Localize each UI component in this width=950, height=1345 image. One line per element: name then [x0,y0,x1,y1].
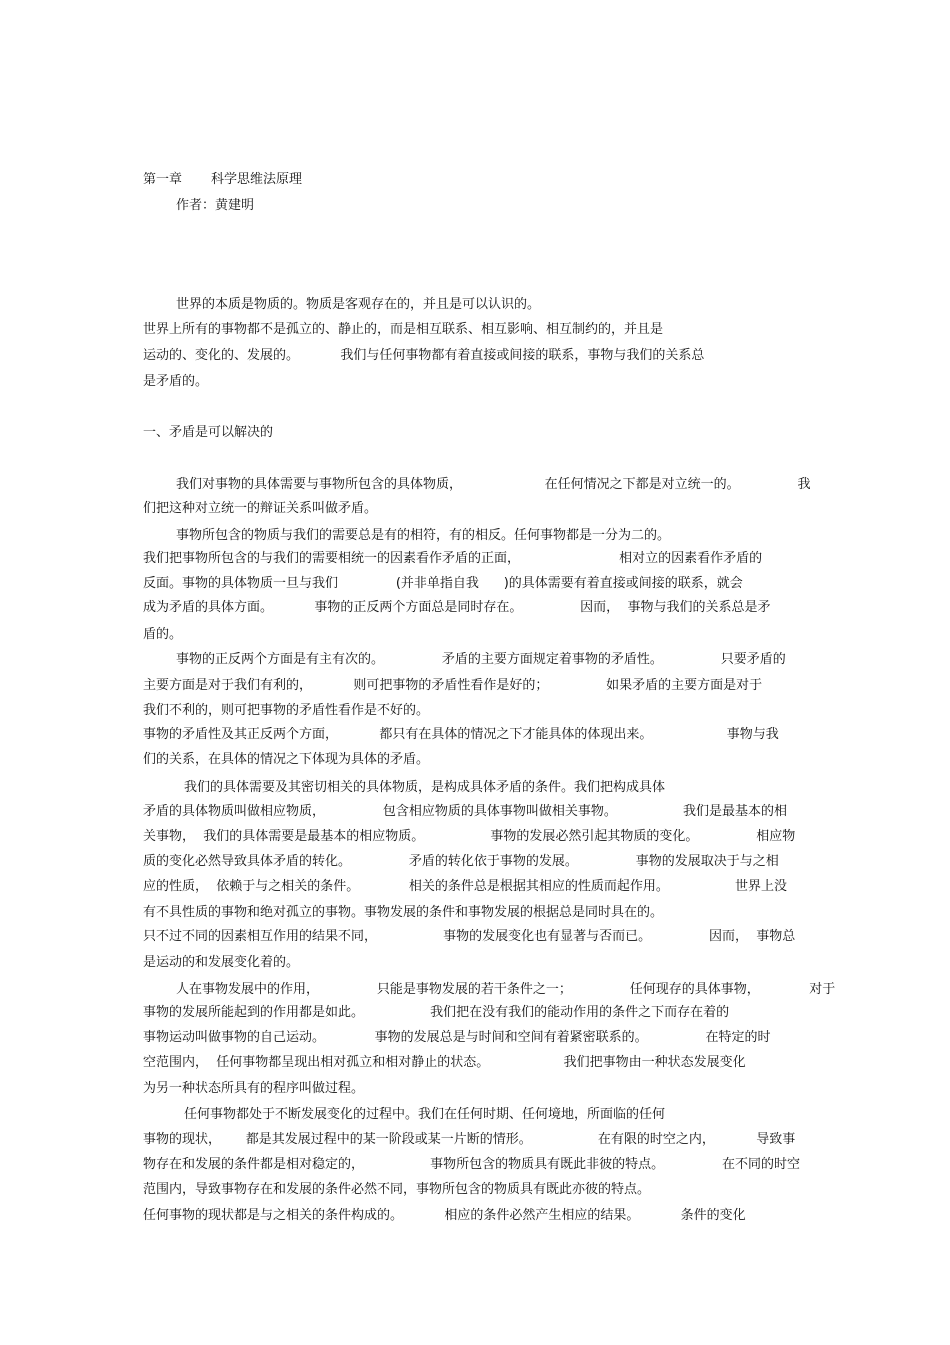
body-line-33: 物存在和发展的条件都是相对稳定的， 事物所包含的物质具有既此非彼的特点。 在不同的时空 [143,1157,800,1172]
body-line-22: 应的性质， 依赖于与之相关的条件。 相关的条件总是根据其相应的性质而起作用。 世界上没 [143,879,787,894]
body-line-4: 是矛盾的。 [143,374,209,389]
body-line-18: 我们的具体需要及其密切相关的具体物质，是构成具体矛盾的条件。我们把构成具体 [184,780,666,795]
body-line-14: 主要方面是对于我们有利的， 则可把事物的矛盾性看作是好的； 如果矛盾的主要方面是对于 [143,678,763,693]
section-heading: 一、矛盾是可以解决的 [143,425,274,440]
body-line-10: 反面。事物的具体物质一旦与我们 (并非单指自我 )的具体需要有着直接或间接的联系，就会 [143,576,743,591]
body-line-6: 我们对事物的具体需要与事物所包含的具体物质， 在任何情况之下都是对立统一的。 我 [176,477,811,492]
body-line-23: 有不具性质的事物和绝对孤立的事物。事物发展的条件和事物发展的根据总是同时具在的。 [143,905,664,920]
body-line-29: 空范围内， 任何事物都呈现出相对孤立和相对静止的状态。 我们把事物由一种状态发展变化 [143,1055,746,1070]
body-line-26: 人在事物发展中的作用， 只能是事物发展的若干条件之一； 任何现存的具体事物， 对于 [176,982,836,997]
body-line-25: 是运动的和发展变化着的。 [143,955,300,970]
body-line-12: 盾的。 [143,627,183,642]
body-line-3: 运动的、变化的、发展的。 我们与任何事物都有着直接或间接的联系，事物与我们的关系总 [143,348,705,363]
body-line-2: 世界上所有的事物都不是孤立的、静止的，而是相互联系、相互影响、相互制约的，并且是 [143,322,664,337]
body-line-8: 事物所包含的物质与我们的需要总是有的相符，有的相反。任何事物都是一分为二的。 [176,528,671,543]
body-line-17: 们的关系，在具体的情况之下体现为具体的矛盾。 [143,752,430,767]
chapter-title: 科学思维法原理 [211,172,303,187]
chapter-label: 第一章 [143,172,183,187]
body-line-28: 事物运动叫做事物的自己运动。 事物的发展总是与时间和空间有着紧密联系的。 在特定的时 [143,1030,771,1045]
body-line-19: 矛盾的具体物质叫做相应物质， 包含相应物质的具体事物叫做相关事物。 我们是最基本的相 [143,804,787,819]
body-line-11: 成为矛盾的具体方面。 事物的正反两个方面总是同时存在。 因而， 事物与我们的关系总是矛 [143,600,771,615]
body-line-24: 只不过不同的因素相互作用的结果不同， 事物的发展变化也有显著与否而已。 因而， 事物总 [143,929,796,944]
body-line-20: 关事物， 我们的具体需要是最基本的相应物质。 事物的发展必然引起其物质的变化。 相应物 [143,829,796,844]
body-line-16: 事物的矛盾性及其正反两个方面， 都只有在具体的情况之下才能具体的体现出来。 事物与我 [143,727,779,742]
body-line-32: 事物的现状， 都是其发展过程中的某一阶段或某一片断的情形。 在有限的时空之内， 导致事 [143,1132,796,1147]
body-line-15: 我们不利的，则可把事物的矛盾性看作是不好的。 [143,703,430,718]
body-line-1: 世界的本质是物质的。物质是客观存在的，并且是可以认识的。 [176,297,541,312]
body-line-27: 事物的发展所能起到的作用都是如此。 我们把在没有我们的能动作用的条件之下而存在着的 [143,1005,730,1020]
body-line-7: 们把这种对立统一的辩证关系叫做矛盾。 [143,501,378,516]
body-line-34: 范围内，导致事物存在和发展的条件必然不同，事物所包含的物质具有既此亦彼的特点。 [143,1182,651,1197]
body-line-9: 我们把事物所包含的与我们的需要相统一的因素看作矛盾的正面， 相对立的因素看作矛盾的 [143,551,763,566]
body-line-35: 任何事物的现状都是与之相关的条件构成的。 相应的条件必然产生相应的结果。 条件的变化 [143,1208,746,1223]
body-line-30: 为另一种状态所具有的程序叫做过程。 [143,1081,365,1096]
author-line: 作者：黄建明 [176,198,255,213]
body-line-31: 任何事物都处于不断发展变化的过程中。我们在任何时期、任何境地，所面临的任何 [184,1107,666,1122]
body-line-21: 质的变化必然导致具体矛盾的转化。 矛盾的转化依于事物的发展。 事物的发展取决于与之相 [143,854,779,869]
body-line-13: 事物的正反两个方面是有主有次的。 矛盾的主要方面规定着事物的矛盾性。 只要矛盾的 [176,652,786,667]
